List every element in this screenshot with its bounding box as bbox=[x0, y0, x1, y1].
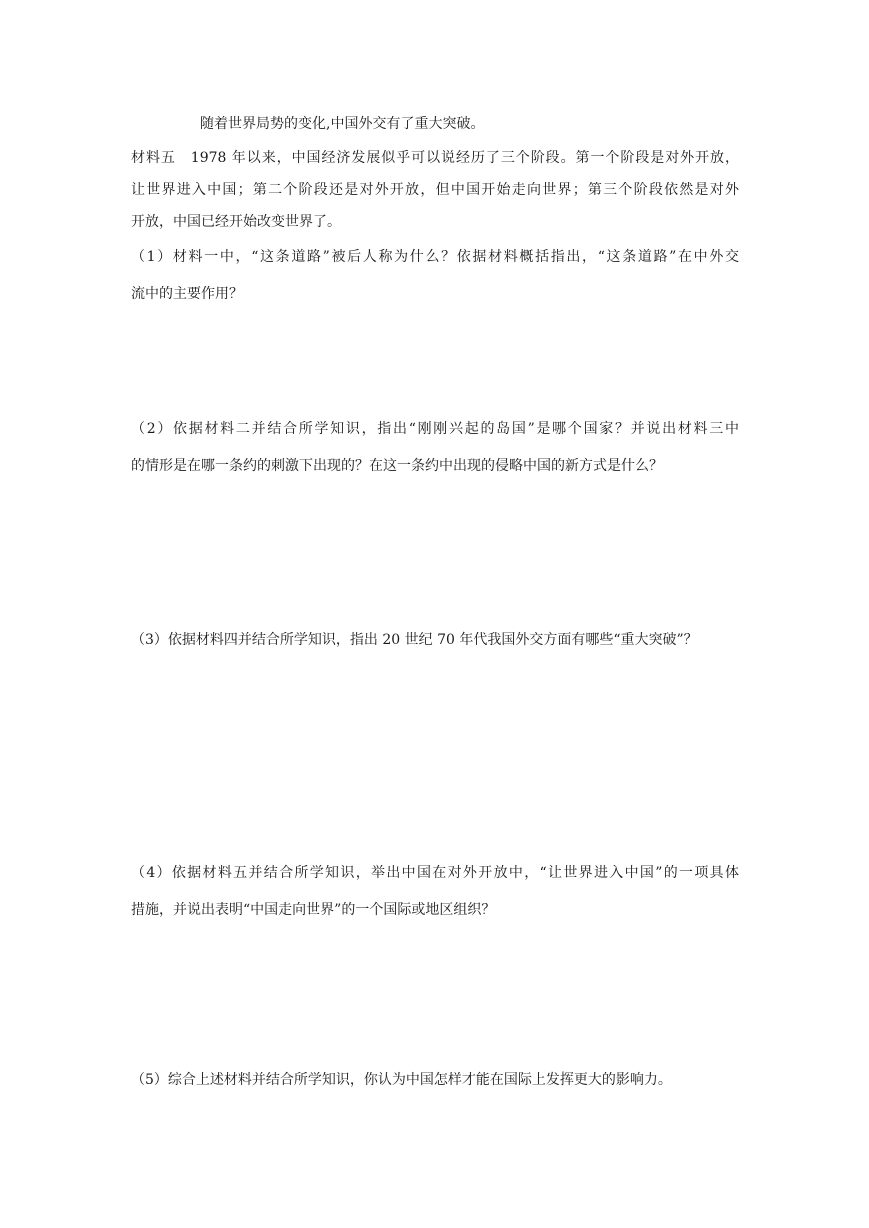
material-5-line-2: 让世界进入中国；第二个阶段还是对外开放，但中国开始走向世界；第三个阶段依然是对外 bbox=[131, 182, 739, 198]
material-4-closing-line: 随着世界局势的变化,中国外交有了重大突破。 bbox=[200, 116, 485, 132]
question-4-line-2: 措施，并说出表明“中国走向世界”的一个国际或地区组织？ bbox=[131, 902, 496, 918]
material-5-line-1: 材料五 1978 年以来，中国经济发展似乎可以说经历了三个阶段。第一个阶段是对外开放， bbox=[131, 150, 739, 166]
question-1-line-1: （1）材料一中，“这条道路”被后人称为什么？依据材料概括指出，“这条道路”在中外交 bbox=[131, 249, 739, 265]
material-5-line-3: 开放，中国已经开始改变世界了。 bbox=[131, 214, 341, 230]
question-3-line-1: （3）依据材料四并结合所学知识，指出 20 世纪 70 年代我国外交方面有哪些“重大突破”？ bbox=[131, 632, 698, 648]
question-2-line-2: 的情形是在哪一条约的刺激下出现的？在这一条约中出现的侵略中国的新方式是什么？ bbox=[131, 458, 663, 474]
question-4-line-1: （4）依据材料五并结合所学知识，举出中国在对外开放中，“让世界进入中国”的一项具体 bbox=[131, 865, 739, 881]
question-5-line-1: （5）综合上述材料并结合所学知识，你认为中国怎样才能在国际上发挥更大的影响力。 bbox=[131, 1072, 672, 1088]
question-1-line-2: 流中的主要作用？ bbox=[131, 286, 243, 302]
question-2-line-1: （2）依据材料二并结合所学知识，指出“刚刚兴起的岛国”是哪个国家？并说出材料三中 bbox=[131, 421, 739, 437]
